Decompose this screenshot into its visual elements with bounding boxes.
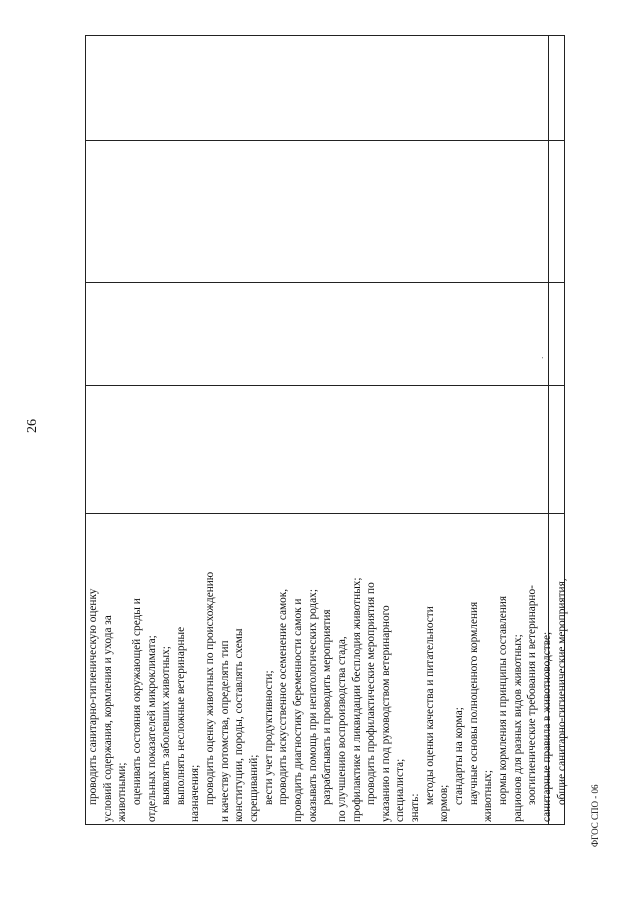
cell-text-line: знать:	[409, 793, 422, 822]
cell-text-line: скрещиваний;	[248, 754, 261, 822]
cell-text-line: оказывать помощь при непатологических родах;	[306, 589, 319, 822]
cell-text-line: методы оценки качества и питательности	[423, 606, 436, 822]
cell-text-line: оценивать состояния окружающей среды и	[130, 598, 143, 822]
table-column-divider	[86, 282, 564, 283]
cell-text-line: проводить диагностику беременности самок и	[291, 598, 304, 822]
rotated-page	[25, 35, 600, 847]
page-number: 26	[25, 419, 40, 433]
table-column-divider	[86, 513, 564, 514]
cell-text-line: санитарные правила в животноводстве;	[540, 631, 553, 822]
competency-table	[85, 35, 568, 825]
cell-text-line: специалиста;	[394, 758, 407, 822]
cell-text-line: и качеству потомства, определять тип	[218, 640, 231, 822]
cell-text-line: животных;	[482, 770, 495, 822]
cell-text-line: выявлять заболевших животных;	[160, 646, 173, 822]
cell-text-line: выполнять несложные ветеринарные	[174, 626, 187, 822]
footer-code: ФГОС СПО - 06	[590, 784, 600, 847]
stray-dot: ·	[539, 356, 547, 359]
cell-text-line: научные основы полноценного кормления	[467, 601, 480, 822]
cell-text-line: проводить санитарно-гигиеническую оценку	[87, 588, 99, 822]
cell-text-line: общие санитарно-гигиенические мероприятия,	[555, 578, 568, 822]
cell-text-line: конституции, породы, составлять схемы	[233, 628, 246, 822]
cell-text-line: стандарты на корма;	[453, 707, 466, 822]
cell-text-line: отдельных показателей микроклимата;	[145, 635, 158, 822]
cell-text-line: нормы кормления и принципы составления	[496, 595, 509, 822]
cell-text-line: профилактике и ликвидации бесплодия животных;	[350, 577, 363, 822]
cell-text-line: зоогигиенические требования и ветеринарно-	[526, 585, 539, 822]
cell-text-line: кормов;	[438, 784, 451, 822]
cell-text-line: проводить профилактические мероприятия по	[365, 582, 378, 822]
cell-text-line: назначения;	[189, 764, 202, 822]
cell-text-line: вести учет продуктивности;	[262, 670, 275, 822]
skills-knowledge-cell	[86, 516, 568, 822]
table-column-divider	[86, 385, 564, 386]
cell-text-line: разрабатывать и проводить мероприятия	[321, 609, 334, 822]
cell-text-line: по улучшению воспроизводства стада,	[335, 636, 348, 822]
table-column-divider	[86, 140, 564, 141]
cell-text-line: условий содержания, кормления и ухода за	[101, 615, 114, 822]
cell-text-line: рационов для разных видов животных;	[511, 634, 524, 822]
cell-text-line: указанию и под руководством ветеринарного	[379, 605, 392, 822]
cell-text-line: проводить оценку животных по происхождению	[204, 571, 217, 822]
cell-text-line: животными;	[116, 762, 129, 822]
cell-text-line: проводить искусственное осеменение самок,	[277, 588, 290, 822]
